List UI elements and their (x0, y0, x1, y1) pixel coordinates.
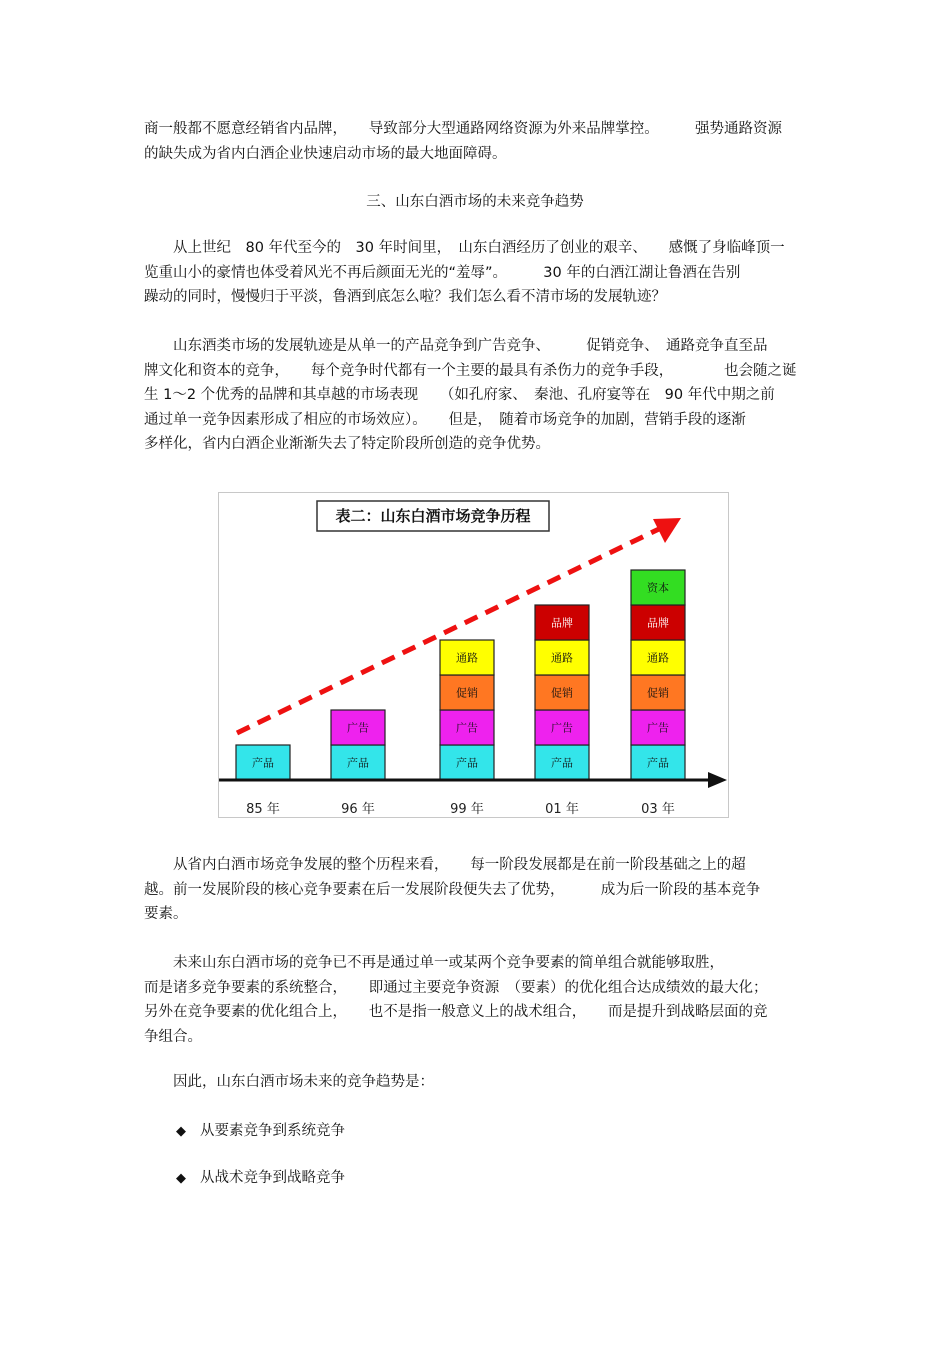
bullet-item (176, 1166, 345, 1191)
bar-segment-label: 产品 (347, 756, 369, 770)
chart-title: 表二：山东白酒市场竞争历程 (335, 507, 531, 525)
bar-segment-label: 产品 (551, 756, 573, 770)
paragraph-5: 因此，山东白酒市场未来的竞争趋势是： (144, 1074, 434, 1090)
text-line: 越。前一发展阶段的核心竞争要素在后一发展阶段便失去了优势， 成为后一阶段的基本竞争 (144, 881, 761, 898)
bar-segment-label: 产品 (252, 756, 274, 770)
bullet-text: 从战术竞争到战略竞争 (200, 1170, 345, 1186)
paragraph-1 (144, 236, 804, 310)
text-line: 通过单一竞争因素形成了相应的市场效应）。 但是， 随着市场竞争的加剧，营销手段的逐渐 (144, 411, 746, 428)
paragraph-intro (144, 117, 804, 166)
text-line: 另外在竞争要素的优化组合上， 也不是指一般意义上的战术组合， 而是提升到战略层面的竞 (144, 1004, 768, 1020)
paragraph-3 (144, 853, 804, 927)
bar-segment-label: 促销 (456, 686, 478, 700)
bar-segment-label: 促销 (551, 686, 573, 700)
section-heading: 三、山东白酒市场的未来竞争趋势 (366, 194, 584, 210)
bar-segment-label: 促销 (647, 686, 669, 700)
text-line: 览重山小的豪情也体受着风光不再后颜面无光的“羞辱”。 30 年的白酒江湖让鲁酒在告别 (144, 264, 741, 281)
diamond-bullet-icon: ◆ (176, 1124, 186, 1139)
text-line: 商一般都不愿意经销省内品牌， 导致部分大型通路网络资源为外来品牌掌控。 强势通路资源 (144, 121, 782, 137)
diamond-bullet-icon: ◆ (176, 1171, 186, 1186)
bar-segment-label: 广告 (647, 721, 669, 735)
text-line: 山东酒类市场的发展轨迹是从单一的产品竞争到广告竞争、 促销竞争、 通路竞争直至品 (144, 338, 768, 354)
text-line: 未来山东白酒市场的竞争已不再是通过单一或某两个竞争要素的简单组合就能够取胜， (144, 955, 724, 971)
bar-segment-label: 通路 (456, 651, 478, 665)
bars-layer (236, 570, 685, 780)
text-line: 的缺失成为省内白酒企业快速启动市场的最大地面障碍。 (144, 145, 507, 162)
bar-segment-label: 广告 (456, 721, 478, 735)
text-line: 争组合。 (144, 1028, 202, 1045)
text-line: 而是诸多竞争要素的系统整合， 即通过主要竞争资源 （要素）的优化组合达成绩效的最大化； (144, 979, 768, 996)
bar-segment-label: 通路 (551, 651, 573, 665)
bar-segment-label: 资本 (647, 581, 669, 595)
competition-history-chart (218, 492, 729, 818)
bullet-item (176, 1119, 345, 1144)
text-line: 牌文化和资本的竞争， 每个竞争时代都有一个主要的最具有杀伤力的竞争手段， 也会随之诞 (144, 362, 797, 379)
text-line: 躁动的同时，慢慢归于平淡，鲁酒到底怎么啦？我们怎么看不清市场的发展轨迹？ (144, 289, 666, 305)
bar-segment-label: 产品 (647, 756, 669, 770)
bar-segment-label: 广告 (347, 721, 369, 735)
bar-segment-label: 广告 (551, 721, 573, 735)
x-tick-label: 85 年 (246, 802, 280, 817)
text-line: 多样化，省内白酒企业渐渐失去了特定阶段所创造的竞争优势。 (144, 436, 550, 452)
text-line: 从上世纪 80 年代至今的 30 年时间里， 山东白酒经历了创业的艰辛、 感慨了身临峰顶一 (144, 240, 785, 256)
x-tick-label: 99 年 (450, 802, 484, 817)
bar-segment-label: 品牌 (647, 616, 669, 630)
x-tick-label: 01 年 (545, 802, 579, 817)
bar-segment-label: 品牌 (551, 616, 573, 630)
bar-segment-label: 产品 (456, 756, 478, 770)
paragraph-4 (144, 951, 804, 1049)
x-tick-label: 96 年 (341, 802, 375, 817)
text-line: 从省内白酒市场竞争发展的整个历程来看， 每一阶段发展都是在前一阶段基础之上的超 (144, 857, 746, 873)
bar-segment-label: 通路 (647, 651, 669, 665)
x-tick-label: 03 年 (641, 802, 675, 817)
text-line: 要素。 (144, 906, 188, 922)
bullet-text: 从要素竞争到系统竞争 (200, 1123, 345, 1139)
chart-svg (219, 493, 730, 819)
x-axis-arrowhead-icon (708, 772, 727, 788)
x-tick-labels (246, 801, 675, 817)
text-line: 生 1～2 个优秀的品牌和其卓越的市场表现 （如孔府家、 秦池、孔府宴等在 90 年代中期之前 (144, 387, 775, 403)
paragraph-2 (144, 334, 804, 457)
